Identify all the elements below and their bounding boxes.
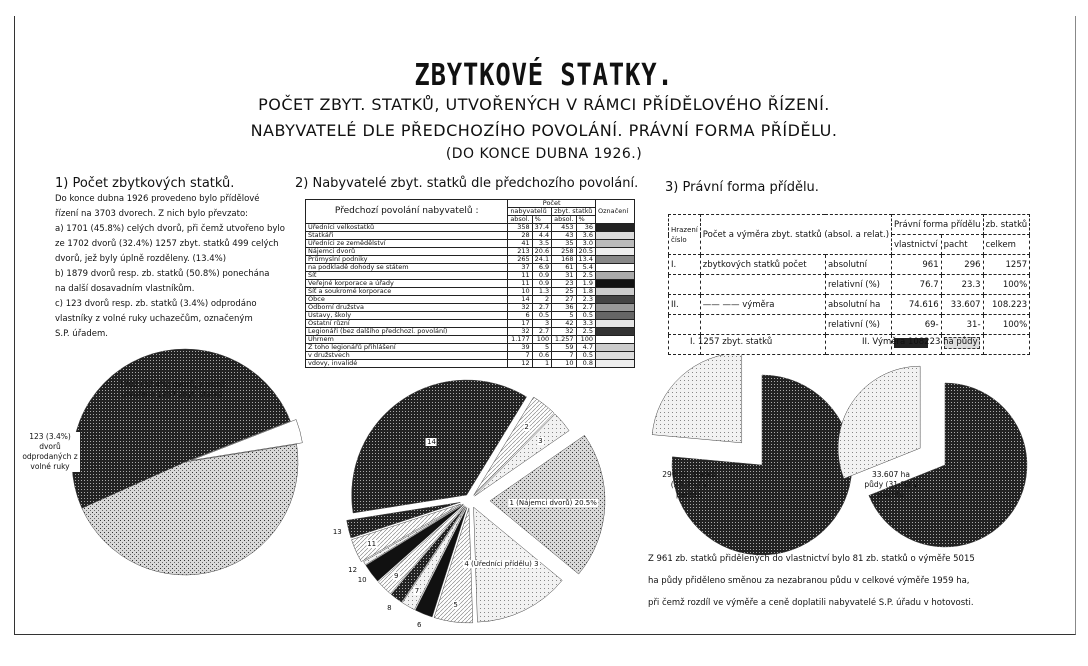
- legend-swatch: [596, 320, 635, 328]
- row-label: —— —— výměra: [700, 295, 825, 315]
- occupation-pie-label: 9: [393, 571, 399, 580]
- legend-swatch: [596, 224, 635, 232]
- cell-value: 28: [508, 232, 532, 240]
- cell-value: 0.5: [576, 312, 595, 320]
- cell-value: 168: [552, 256, 576, 264]
- row-label: Ostatní různí: [306, 320, 508, 328]
- text-line: ha půdy přiděleno směnou za nezabranou půdu v celkové výměře 1959 ha,: [648, 576, 970, 586]
- row-label: Odborní družstva: [306, 304, 508, 312]
- row-label: Síť: [306, 272, 508, 280]
- cell-value: 20.5: [576, 248, 595, 256]
- row-label: vdovy, invalidé: [306, 360, 508, 368]
- col-header: Předchozí povolání nabyvatelů :: [306, 200, 508, 224]
- row-label: Úředníci velkostatků: [306, 224, 508, 232]
- text-line: řízení na 3703 dvorech. Z nich bylo převzato:: [55, 209, 249, 219]
- cell-value: 32: [552, 328, 576, 336]
- legend-swatch: [596, 360, 635, 368]
- cell-value: 33.607: [941, 295, 983, 315]
- text-line: ze 1702 dvorů (32.4%) 1257 zbyt. statků 499 celých: [55, 239, 279, 249]
- legend-swatch: [596, 232, 635, 240]
- cell-value: 2: [532, 296, 551, 304]
- legend-swatch: [596, 312, 635, 320]
- occupation-pie-label: 3: [538, 436, 543, 445]
- cell-value: 2.3: [576, 296, 595, 304]
- cell-value: 36: [552, 304, 576, 312]
- cell-value: 12: [508, 360, 532, 368]
- col-header: absol.: [552, 216, 576, 224]
- row-label: relativní (%): [825, 275, 891, 295]
- cell-value: 10: [552, 360, 576, 368]
- cell-value: 0.5: [532, 312, 551, 320]
- cell-value: 32: [508, 328, 532, 336]
- page-title: ZBYTKOVÉ STATKY.: [414, 58, 674, 93]
- cell-value: 31: [552, 272, 576, 280]
- cell-value: 3.5: [532, 240, 551, 248]
- row-label: absolutní ha: [825, 295, 891, 315]
- legal-form-table: [668, 214, 1030, 355]
- occupation-pie-slice-1: [352, 380, 527, 513]
- table-row: [669, 275, 1030, 295]
- cell-value: 23.3: [941, 275, 983, 295]
- cell-value: 39: [508, 344, 532, 352]
- cell-value: 961: [892, 255, 942, 275]
- cell-value: 0.5: [576, 352, 595, 360]
- row-label: Legionáři (bez dalšího předchozí. povolání): [306, 328, 508, 336]
- table-row: [669, 295, 1030, 315]
- subtitle: POČET ZBYT. STATKŮ, UTVOŘENÝCH V RÁMCI PŘÍDĚLOVÉHO ŘÍZENÍ.: [258, 95, 830, 114]
- cell-value: 2.7: [532, 304, 551, 312]
- text-line: S.P. úřadem.: [55, 329, 109, 339]
- cell-value: 76.7: [892, 275, 942, 295]
- row-label: Síť a soukromé korporace: [306, 288, 508, 296]
- cell-value: 2.5: [576, 272, 595, 280]
- row-label: Z toho legionářů přihlášení: [306, 344, 508, 352]
- cell-value: 37.4: [532, 224, 551, 232]
- cell-value: 296: [941, 255, 983, 275]
- cell-value: 13.4: [576, 256, 595, 264]
- col-header: celkem: [983, 235, 1030, 255]
- row-label: Ústavy, školy: [306, 312, 508, 320]
- cell-value: 31-: [941, 315, 983, 335]
- row-label: Obce: [306, 296, 508, 304]
- cell-value: 358: [508, 224, 532, 232]
- row-label: Statkáři: [306, 232, 508, 240]
- cell-value: 3: [532, 320, 551, 328]
- occupation-pie-label: 10: [357, 576, 367, 585]
- col-header: Hrazení číslo: [669, 215, 701, 255]
- cell-value: 43: [552, 232, 576, 240]
- occupation-pie-label: 8: [387, 603, 392, 612]
- col-header: Počet a výměra zbyt. statků (absol. a relat.): [700, 215, 891, 255]
- cell-value: 108.223: [983, 295, 1030, 315]
- cell-value: 37: [508, 264, 532, 272]
- text-line: Z 961 zb. statků přidělených do vlastnictví bylo 81 zb. statků o výměře 5015: [648, 554, 975, 564]
- cell-value: 453: [552, 224, 576, 232]
- row-label: zbytkových statků počet: [700, 255, 825, 275]
- legend-swatch: [596, 256, 635, 264]
- cell-value: 6: [508, 312, 532, 320]
- count-pie-slice-2: [652, 353, 742, 443]
- occupation-pie-label: 2: [524, 423, 529, 432]
- cell-value: 2.7: [532, 328, 551, 336]
- cell-value: 32: [508, 304, 532, 312]
- cell-value: 69-: [892, 315, 942, 335]
- occupation-pie-label: 1 (Nájemci dvorů) 20.5%: [509, 499, 597, 508]
- row-label: relativní (%): [825, 315, 891, 335]
- cell-value: 41: [508, 240, 532, 248]
- cell-value: 0.6: [532, 352, 551, 360]
- cell-value: 3.3: [576, 320, 595, 328]
- section1-text: [55, 192, 290, 342]
- cell-value: 36: [576, 224, 595, 232]
- legend-swatch: [596, 272, 635, 280]
- cell-value: 4.4: [532, 232, 551, 240]
- row-label: na podkladě dohody se státem: [306, 264, 508, 272]
- cell-value: 5: [532, 344, 551, 352]
- legend-swatch: [596, 280, 635, 288]
- pie-label: 1702 (32.4%) dvorů, z nichž utvořeno 1257 zbyt. statků: [119, 380, 225, 399]
- row-label: Průmyslní podniky: [306, 256, 508, 264]
- cell-value: 6.9: [532, 264, 551, 272]
- cell-value: 1: [532, 360, 551, 368]
- cell-value: 42: [552, 320, 576, 328]
- occupation-pie-label: 12: [348, 566, 358, 575]
- text-line: b) 1879 dvorů resp. zb. statků (50.8%) ponechána: [55, 269, 270, 279]
- col-header: vlastnictví: [892, 235, 942, 255]
- row-label: Úhrnem: [306, 336, 508, 344]
- text-line: c) 123 dvorů resp. zb. statků (3.4%) odprodáno: [55, 299, 257, 309]
- cell-value: 1.8: [576, 288, 595, 296]
- cell-value: 0.9: [532, 272, 551, 280]
- text-line: a) 1701 (45.8%) celých dvorů, při čemž utvořeno bylo: [55, 224, 285, 234]
- cell-value: 61: [552, 264, 576, 272]
- cell-value: 2.5: [576, 328, 595, 336]
- cell-value: 25: [552, 288, 576, 296]
- occupation-pie-label: 13: [332, 527, 342, 536]
- cell-value: 14: [508, 296, 532, 304]
- col-header: %: [532, 216, 551, 224]
- row-label: Úředníci ze zemědělství: [306, 240, 508, 248]
- col-header: Označení: [596, 200, 635, 224]
- cell-value: 7: [508, 352, 532, 360]
- cell-value: 1.9: [576, 280, 595, 288]
- cell-value: 74.616: [892, 295, 942, 315]
- pie-label: 123 (3.4%) dvorů odprodaných z volné ruky: [20, 432, 80, 472]
- row-label: absolutní: [825, 255, 891, 275]
- col-header: zb. statků: [983, 215, 1030, 235]
- legal-form-note: [648, 548, 975, 614]
- row-label: [669, 315, 701, 335]
- area-pie-slice-2: [838, 366, 920, 478]
- legend-swatch: [596, 304, 635, 312]
- pie-caption: I. 1257 zbyt. statků: [690, 337, 773, 347]
- cell-value: 7: [552, 352, 576, 360]
- legend-swatch: [596, 248, 635, 256]
- cell-value: 265: [508, 256, 532, 264]
- col-header: %: [576, 216, 595, 224]
- col-header: zbyt. statků: [552, 208, 596, 216]
- subtitle-date: (DO KONCE DUBNA 1926.): [445, 146, 643, 162]
- cell-value: 100: [532, 336, 551, 344]
- occupation-pie-label: 11: [367, 539, 377, 548]
- cell-value: 0.8: [576, 360, 595, 368]
- legend-swatch: [596, 264, 635, 272]
- cell-value: 213: [508, 248, 532, 256]
- cell-value: 3.6: [576, 232, 595, 240]
- cell-value: 1.3: [532, 288, 551, 296]
- row-label: [669, 275, 701, 295]
- col-header: pacht: [941, 235, 983, 255]
- legend-swatch: [596, 336, 635, 344]
- occupation-pie-label: 4 (Úředníci přídělu) 3: [464, 559, 539, 568]
- cell-value: 1.257: [552, 336, 576, 344]
- cell-value: 100%: [983, 275, 1030, 295]
- row-label: [700, 315, 825, 335]
- cell-value: 1.177: [508, 336, 532, 344]
- cell-value: 11: [508, 280, 532, 288]
- cell-value: 1257: [983, 255, 1030, 275]
- cell-value: 258: [552, 248, 576, 256]
- row-label: Veřejné korporace a úřady: [306, 280, 508, 288]
- col-header: Právní forma přídělu: [892, 215, 984, 235]
- text-line: Do konce dubna 1926 provedeno bylo přídělové: [55, 194, 260, 204]
- col-header: Počet: [508, 200, 596, 208]
- legend-swatch: [596, 296, 635, 304]
- pie-label: 33.607 ha půdy (31-%) v pachtu: [864, 470, 918, 499]
- section1-heading: 1) Počet zbytkových statků.: [55, 176, 235, 191]
- cell-value: 0.9: [532, 280, 551, 288]
- occupation-pie-label: 7: [414, 587, 420, 596]
- table-row: [669, 255, 1030, 275]
- cell-value: 100%: [983, 315, 1030, 335]
- legend-swatch: [596, 344, 635, 352]
- cell-value: 2.7: [576, 304, 595, 312]
- cell-value: 11: [508, 272, 532, 280]
- cell-value: 23: [552, 280, 576, 288]
- occupation-pie-label: 6: [417, 620, 422, 629]
- section2-heading: 2) Nabyvatelé zbyt. statků dle předchozího povolání.: [295, 176, 639, 191]
- row-label: II.: [669, 295, 701, 315]
- cell-value: 17: [508, 320, 532, 328]
- cell-value: 3.0: [576, 240, 595, 248]
- cell-value: 27: [552, 296, 576, 304]
- text-line: při čemž rozdíl ve výměře a ceně doplatili nabyvatelé S.P. úřadu v hotovosti.: [648, 598, 974, 608]
- col-header: absol.: [508, 216, 532, 224]
- text-line: na další dosavadním vlastníkům.: [55, 284, 195, 294]
- legend-swatch: [596, 288, 635, 296]
- cell-value: 20.6: [532, 248, 551, 256]
- cell-value: 5.4: [576, 264, 595, 272]
- cell-value: 10: [508, 288, 532, 296]
- cell-value: 4.7: [576, 344, 595, 352]
- col-header: nabyvatelů: [508, 208, 552, 216]
- pie-label: 296 zb. statků (23.3%) v pachtu: [662, 470, 716, 499]
- cell-value: 100: [576, 336, 595, 344]
- cell-value: 5: [552, 312, 576, 320]
- occupation-pie-label: 14: [426, 438, 436, 447]
- occupation-table: [305, 199, 635, 368]
- pie-caption: II. Výměra 108223 ha půdy: [862, 337, 978, 347]
- text-line: dvorů, jež byly úplně rozděleny. (13.4%): [55, 254, 227, 264]
- section3-heading: 3) Právní forma přídělu.: [665, 180, 819, 195]
- legend-swatch: [596, 240, 635, 248]
- legend-swatch: [596, 328, 635, 336]
- row-label: v družstvech: [306, 352, 508, 360]
- row-label: I.: [669, 255, 701, 275]
- table-row: [306, 360, 635, 368]
- table-row: [669, 315, 1030, 335]
- cell-value: 35: [552, 240, 576, 248]
- cell-value: 24.1: [532, 256, 551, 264]
- cell-value: 59: [552, 344, 576, 352]
- subtitle: NABYVATELÉ DLE PŘEDCHOZÍHO POVOLÁNÍ. PRÁVNÍ FORMA PŘÍDĚLU.: [250, 121, 838, 140]
- row-label: [700, 275, 825, 295]
- legend-swatch: [596, 352, 635, 360]
- occupation-pie-label: 5: [453, 600, 458, 609]
- text-line: vlastníky z volné ruky uchazečům, označeným: [55, 314, 253, 324]
- row-label: Nájemci dvorů: [306, 248, 508, 256]
